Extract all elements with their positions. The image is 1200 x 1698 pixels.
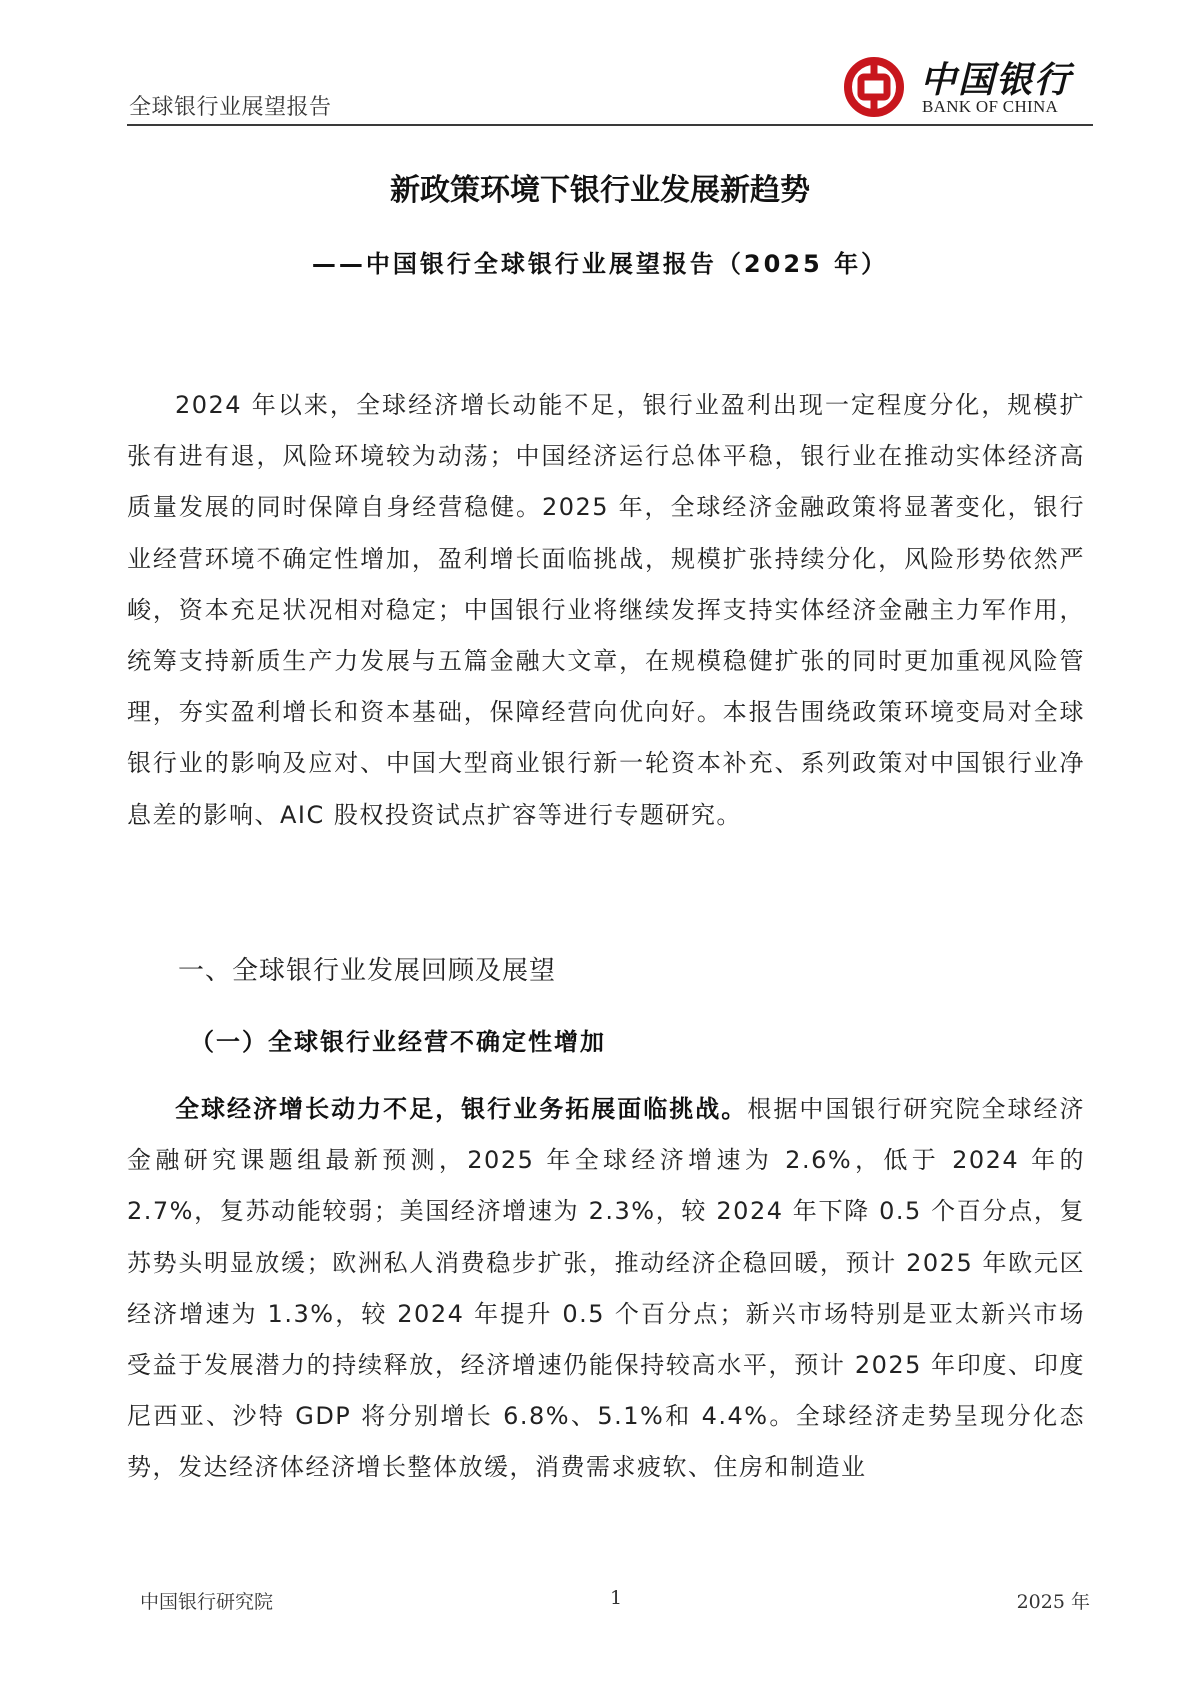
document-subtitle: ——中国银行全球银行业展望报告（2025 年） [311,250,889,278]
bank-of-china-logo-icon [843,56,905,118]
footer-year: 2025 年 [1016,1591,1090,1613]
bank-logo [840,52,1100,120]
header-divider [127,124,1093,126]
page-number: 1 [610,1587,623,1609]
intro-paragraph: 2024 年以来，全球经济增长动能不足，银行业盈利出现一定程度分化，规模扩张有进有退，风险环境较为动荡；中国经济运行总体平稳，银行业在推动实体经济高质量发展的同时保障自身经营稳健。2025 年，全球经济金融政策将显著变化，银行业经营环境不确定性增加，盈利增长面临挑战，规模扩张持续分化，风险形势依然严峻，资本充足状况相对稳定；中国银行业将继续发挥支持实体经济金融主力军作用，统筹支持新质生产力发展与五篇金融大文章，在规模稳健扩张的同时更加重视风险管理，夯实盈利增长和资本基础，保障经营向优向好。本报告围绕政策环境变局对全球银行业的影响及应对、中国大型商业银行新一轮资本补充、系列政策对中国银行业净息差的影响、AIC 股权投资试点扩容等进行专题研究。 [127,391,1085,829]
paragraph-text: 根据中国银行研究院全球经济金融研究课题组最新预测，2025 年全球经济增速为 2.6%，低于 2024 年的 2.7%，复苏动能较弱；美国经济增速为 2.3%，较 2024 年下降 0.5 个百分点，复苏势头明显放缓；欧洲私人消费稳步扩张，推动经济企稳回暖，预计 2025 年欧元区经济增速为 1.3%，较 2024 年提升 0.5 个百分点；新兴市场特别是亚太新兴市场受益于发展潜力的持续释放，经济增速仍能保持较高水平，预计 2025 年印度、印度尼西亚、沙特 GDP 将分别增长 6.8%、5.1%和 4.4%。全球经济走势呈现分化态势，发达经济体经济增长整体放缓，消费需求疲软、住房和制造业 [127,1095,1086,1482]
paragraph-lead-sentence: 全球经济增长动力不足，银行业务拓展面临挑战。 [175,1095,748,1123]
section-heading: 一、全球银行业发展回顾及展望 [178,956,557,986]
logo-english-name: BANK OF CHINA [922,97,1059,116]
logo-chinese-name: 中国银行 [920,59,1073,101]
footer-publisher: 中国银行研究院 [140,1591,274,1613]
subsection-heading: （一）全球银行业经营不确定性增加 [190,1028,606,1056]
document-title: 新政策环境下银行业发展新趋势 [390,173,810,208]
running-header-title: 全球银行业展望报告 [129,95,332,120]
body-paragraph [127,1084,1085,1494]
